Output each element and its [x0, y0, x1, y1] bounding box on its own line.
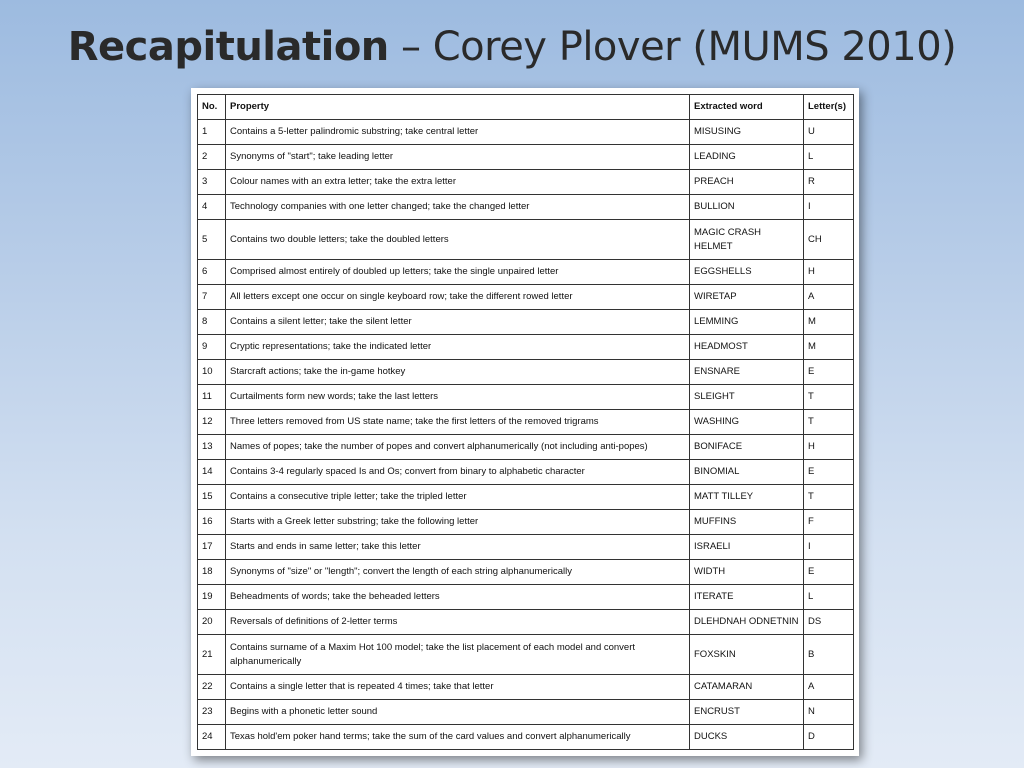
table-row [198, 260, 854, 285]
row-extracted-word: ISRAELI [690, 535, 804, 560]
row-number: 5 [198, 220, 226, 260]
row-property: Beheadments of words; take the beheaded letters [226, 585, 690, 610]
table-row [198, 535, 854, 560]
table-row [198, 120, 854, 145]
row-property: Contains a 5-letter palindromic substring; take central letter [226, 120, 690, 145]
row-letters: I [804, 535, 854, 560]
table-row [198, 220, 854, 260]
row-number: 7 [198, 285, 226, 310]
table-row [198, 170, 854, 195]
table-row [198, 145, 854, 170]
slide-title-bold: Recapitulation [67, 24, 389, 70]
row-property: Synonyms of "start"; take leading letter [226, 145, 690, 170]
table-row [198, 460, 854, 485]
row-extracted-word: ENCRUST [690, 700, 804, 725]
table-row [198, 310, 854, 335]
row-extracted-word: DLEHDNAH ODNETNIN [690, 610, 804, 635]
row-number: 13 [198, 435, 226, 460]
header-no: No. [198, 95, 226, 120]
row-letters: DS [804, 610, 854, 635]
row-number: 4 [198, 195, 226, 220]
table-row [198, 585, 854, 610]
row-extracted-word: MATT TILLEY [690, 485, 804, 510]
row-property: Contains a single letter that is repeated 4 times; take that letter [226, 675, 690, 700]
row-letters: E [804, 460, 854, 485]
row-letters: T [804, 485, 854, 510]
table-row [198, 560, 854, 585]
table-row [198, 700, 854, 725]
row-number: 23 [198, 700, 226, 725]
row-number: 8 [198, 310, 226, 335]
row-letters: U [804, 120, 854, 145]
row-property: Names of popes; take the number of popes and convert alphanumerically (not including anti-popes) [226, 435, 690, 460]
row-extracted-word: SLEIGHT [690, 385, 804, 410]
table-row [198, 435, 854, 460]
row-property: Begins with a phonetic letter sound [226, 700, 690, 725]
row-property: Curtailments form new words; take the last letters [226, 385, 690, 410]
row-property: Contains surname of a Maxim Hot 100 model; take the list placement of each model and convert alphanumerically [226, 635, 690, 675]
row-number: 17 [198, 535, 226, 560]
table-row [198, 285, 854, 310]
row-letters: M [804, 335, 854, 360]
table-row [198, 675, 854, 700]
row-property: Reversals of definitions of 2-letter terms [226, 610, 690, 635]
row-letters: F [804, 510, 854, 535]
row-letters: T [804, 385, 854, 410]
row-extracted-word: BONIFACE [690, 435, 804, 460]
row-number: 10 [198, 360, 226, 385]
row-letters: D [804, 725, 854, 750]
table-row [198, 725, 854, 750]
row-letters: R [804, 170, 854, 195]
row-property: Synonyms of "size" or "length"; convert the length of each string alphanumerically [226, 560, 690, 585]
recap-table [197, 94, 854, 750]
row-letters: M [804, 310, 854, 335]
row-extracted-word: WIRETAP [690, 285, 804, 310]
row-letters: H [804, 435, 854, 460]
row-number: 14 [198, 460, 226, 485]
table-row [198, 510, 854, 535]
slide-title [0, 24, 1024, 70]
row-extracted-word: EGGSHELLS [690, 260, 804, 285]
row-extracted-word: LEADING [690, 145, 804, 170]
row-extracted-word: PREACH [690, 170, 804, 195]
header-letters: Letter(s) [804, 95, 854, 120]
row-property: All letters except one occur on single keyboard row; take the different rowed letter [226, 285, 690, 310]
row-number: 9 [198, 335, 226, 360]
row-letters: A [804, 675, 854, 700]
row-property: Starts and ends in same letter; take this letter [226, 535, 690, 560]
row-extracted-word: HEADMOST [690, 335, 804, 360]
table-header-row [198, 95, 854, 120]
row-extracted-word: DUCKS [690, 725, 804, 750]
row-extracted-word: BULLION [690, 195, 804, 220]
header-extracted-word: Extracted word [690, 95, 804, 120]
row-extracted-word: WIDTH [690, 560, 804, 585]
table-body [198, 120, 854, 750]
row-number: 11 [198, 385, 226, 410]
table-panel [191, 88, 859, 756]
row-number: 3 [198, 170, 226, 195]
row-extracted-word: ITERATE [690, 585, 804, 610]
table-row [198, 385, 854, 410]
table-row [198, 360, 854, 385]
row-property: Contains 3-4 regularly spaced Is and Os; convert from binary to alphabetic character [226, 460, 690, 485]
row-number: 19 [198, 585, 226, 610]
row-extracted-word: CATAMARAN [690, 675, 804, 700]
table-row [198, 410, 854, 435]
row-extracted-word: BINOMIAL [690, 460, 804, 485]
row-letters: CH [804, 220, 854, 260]
row-property: Three letters removed from US state name; take the first letters of the removed trigrams [226, 410, 690, 435]
row-letters: B [804, 635, 854, 675]
table-row [198, 610, 854, 635]
row-extracted-word: FOXSKIN [690, 635, 804, 675]
row-number: 20 [198, 610, 226, 635]
row-number: 21 [198, 635, 226, 675]
row-letters: L [804, 145, 854, 170]
row-number: 16 [198, 510, 226, 535]
table-row [198, 195, 854, 220]
row-extracted-word: MISUSING [690, 120, 804, 145]
row-letters: H [804, 260, 854, 285]
row-letters: E [804, 560, 854, 585]
row-property: Technology companies with one letter changed; take the changed letter [226, 195, 690, 220]
row-letters: E [804, 360, 854, 385]
row-number: 24 [198, 725, 226, 750]
row-letters: N [804, 700, 854, 725]
row-number: 6 [198, 260, 226, 285]
row-property: Contains two double letters; take the doubled letters [226, 220, 690, 260]
row-property: Comprised almost entirely of doubled up letters; take the single unpaired letter [226, 260, 690, 285]
row-letters: L [804, 585, 854, 610]
row-extracted-word: MAGIC CRASH HELMET [690, 220, 804, 260]
row-extracted-word: WASHING [690, 410, 804, 435]
row-letters: T [804, 410, 854, 435]
row-extracted-word: ENSNARE [690, 360, 804, 385]
row-letters: A [804, 285, 854, 310]
table-row [198, 635, 854, 675]
row-number: 15 [198, 485, 226, 510]
row-number: 2 [198, 145, 226, 170]
row-property: Colour names with an extra letter; take the extra letter [226, 170, 690, 195]
row-number: 18 [198, 560, 226, 585]
row-property: Cryptic representations; take the indicated letter [226, 335, 690, 360]
row-extracted-word: LEMMING [690, 310, 804, 335]
row-property: Starts with a Greek letter substring; take the following letter [226, 510, 690, 535]
row-number: 22 [198, 675, 226, 700]
row-property: Contains a silent letter; take the silent letter [226, 310, 690, 335]
row-extracted-word: MUFFINS [690, 510, 804, 535]
slide-title-rest: – Corey Plover (MUMS 2010) [388, 24, 957, 70]
row-number: 1 [198, 120, 226, 145]
row-letters: I [804, 195, 854, 220]
row-property: Texas hold'em poker hand terms; take the sum of the card values and convert alphanumerically [226, 725, 690, 750]
row-number: 12 [198, 410, 226, 435]
row-property: Contains a consecutive triple letter; take the tripled letter [226, 485, 690, 510]
table-row [198, 485, 854, 510]
header-property: Property [226, 95, 690, 120]
row-property: Starcraft actions; take the in-game hotkey [226, 360, 690, 385]
table-row [198, 335, 854, 360]
